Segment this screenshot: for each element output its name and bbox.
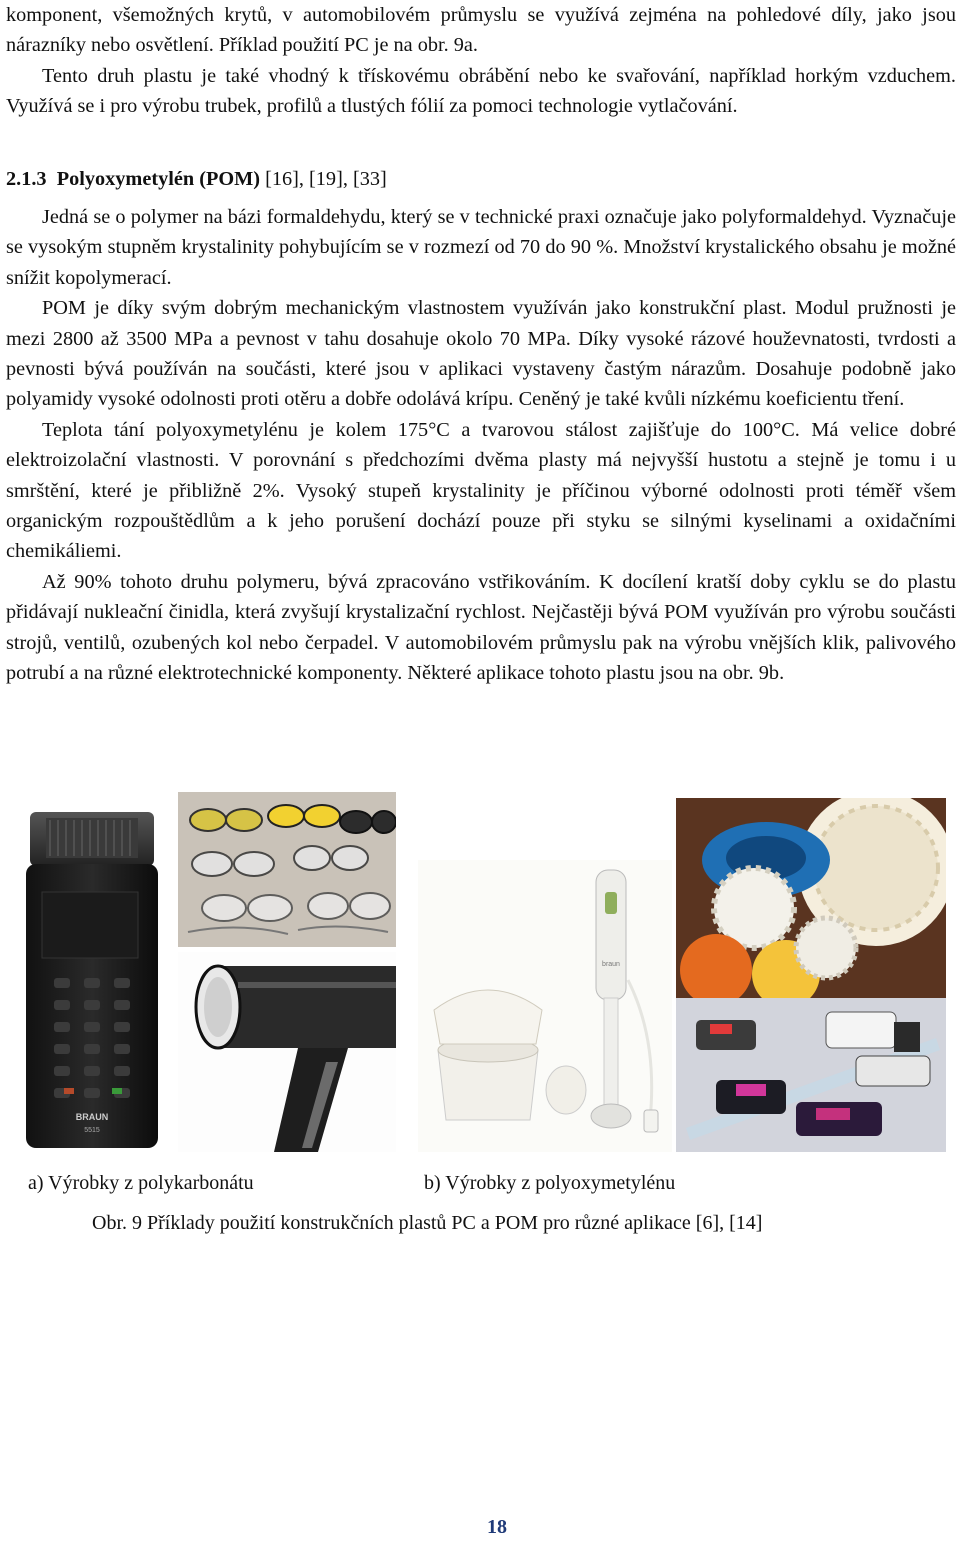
glasses-illustration [178, 792, 396, 947]
intro-paragraph-2: Tento druh plastu je také vhodný k třískovému obrábění nebo ke svařování, například horkým vzduchem. Využívá se i pro výrobu trubek, profilů a tlustých fólií za pomoci technologie vytlačování. [6, 64, 956, 118]
hairdryer-photo [178, 952, 396, 1152]
hairdryer-illustration [178, 952, 396, 1152]
blender-photo [418, 860, 672, 1152]
figure-9 [0, 780, 960, 1234]
section-heading [6, 164, 956, 194]
gears-photo [676, 798, 946, 998]
shaver-illustration [24, 808, 160, 1152]
gears-illustration [676, 798, 946, 998]
body-text [6, 202, 956, 689]
figure-caption: Obr. 9 Příklady použití konstrukčních plastů PC a POM pro různé aplikace [6], [14] [92, 1212, 763, 1234]
intro-text [6, 0, 956, 122]
section-refs: [16], [19], [33] [265, 168, 387, 190]
paragraph-3: Teplota tání polyoxymetylénu je kolem 175°C a tvarovou stálost zajišťuje do 100°C. Má velice dobré elektroizolační vlastnosti. V porovnání s předchozími dvěma plasty má nejvyšší hustotu a stejně je tomu i u smrštění, které je přibližně 2%. Vysoký stupeň krystalinity je příčinou výborné odolnosti proti téměř všem organickým rozpouštědlům a k jeho porušení dochází pouze při styku se silnými kyselinami a oxidačními chemikáliemi. [6, 418, 956, 563]
blender-illustration [418, 860, 672, 1152]
shaver-brand: BRAUN [75, 1112, 109, 1122]
section-title: Polyoxymetylén (POM) [56, 168, 261, 190]
shaver-photo [24, 808, 160, 1152]
section-number: 2.1.3 [6, 168, 47, 190]
ski-bindings-illustration [676, 998, 946, 1152]
paragraph-1: Jedná se o polymer na bázi formaldehydu, který se v technické praxi označuje jako polyformaldehyd. Vyznačuje se vysokým stupněm krystalinity pohybujícím se v rozmezí od 70 do 90 %. Množství krystalického obsahu je možné snížit kopolymerací. [6, 206, 956, 289]
paragraph-2: POM je díky svým dobrým mechanickým vlastnostem využíván jako konstrukční plast. Modul pružnosti je mezi 2800 až 3500 MPa a pevnost v tahu dosahuje okolo 70 MPa. Díky vysoké rázové houževnatosti, tvrdosti a pevnosti bývá používán na součásti, které jsou v aplikaci vystaveny častým nárazům. Dosahuje podobně jako polyamidy vysoké odolnosti proti otěru a dobře odolává krípu. Ceněný je také kvůli nízkému koeficientu tření. [6, 297, 956, 411]
caption-a: a) Výrobky z polykarbonátu [28, 1172, 254, 1194]
glasses-photo [178, 792, 396, 947]
paragraph-4: Až 90% tohoto druhu polymeru, bývá zpracováno vstřikováním. K docílení kratší doby cyklu se do plastu přidávají nukleační činidla, která zvyšují krystalizační rychlost. Nejčastěji bývá POM využíván pro výrobu součásti strojů, ventilů, ozubených kol nebo čerpadel. V automobilovém průmyslu pak na výrobu vnějších klik, palivového potrubí a na různé elektrotechnické komponenty. Některé aplikace tohoto plastu jsou na obr. 9b. [6, 570, 956, 685]
intro-paragraph-1: komponent, všemožných krytů, v automobilovém průmyslu se využívá zejména na pohledové díly, jako jsou nárazníky nebo osvětlení. Příklad použití PC je na obr. 9a. [6, 4, 956, 57]
ski-bindings-photo [676, 998, 946, 1152]
blender-brand: braun [602, 961, 620, 968]
page-number: 18 [487, 1516, 507, 1538]
shaver-model: 5515 [84, 1127, 100, 1134]
caption-b: b) Výrobky z polyoxymetylénu [424, 1172, 676, 1194]
